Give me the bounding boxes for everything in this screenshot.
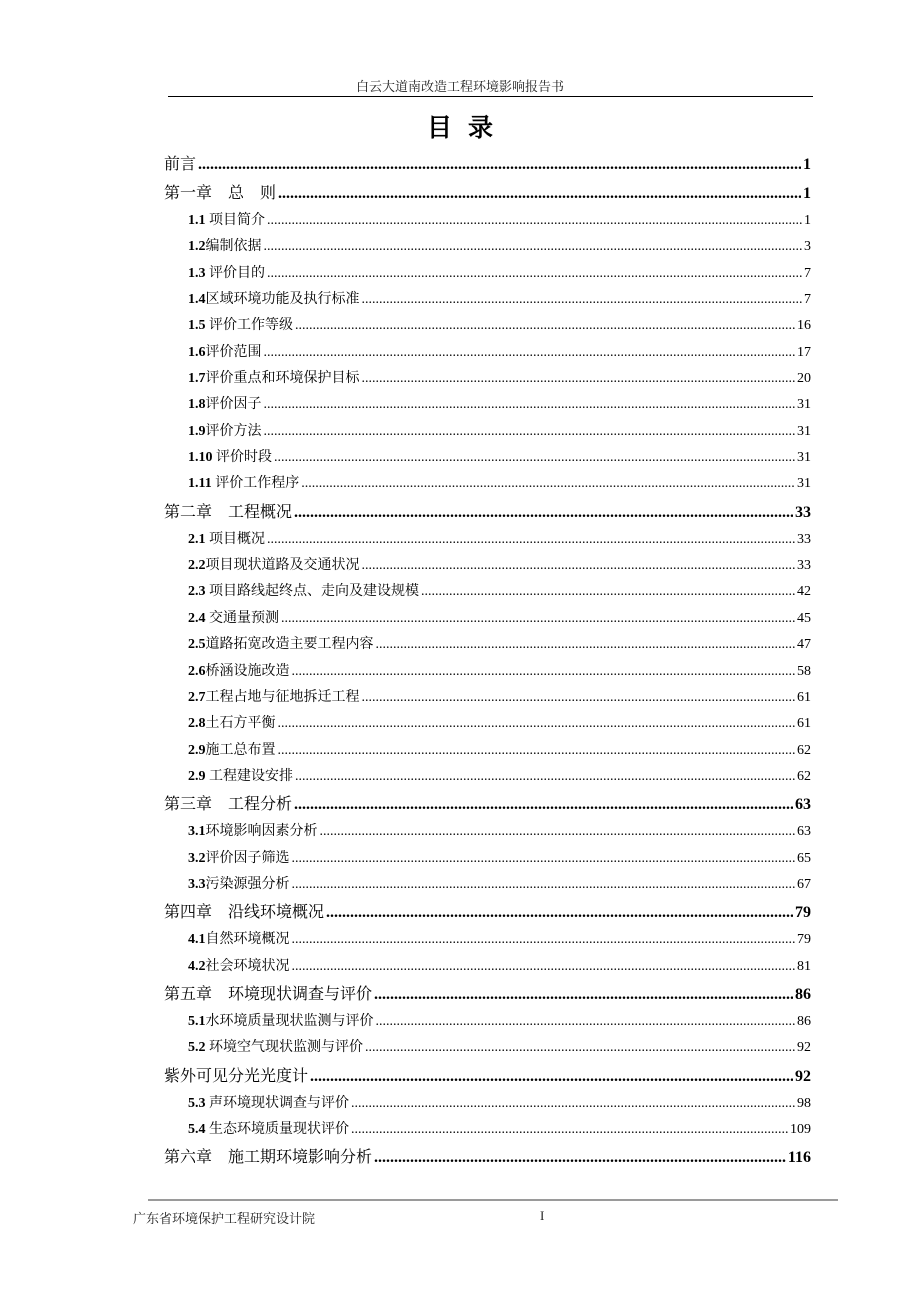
toc-entry-label bbox=[188, 738, 276, 764]
toc-entry-label bbox=[188, 340, 262, 366]
toc-page-number: 86 bbox=[797, 1013, 811, 1029]
toc-section-number: 2.9 bbox=[188, 742, 206, 758]
toc-section-number: 1.6 bbox=[188, 344, 206, 360]
toc-page-number: 31 bbox=[797, 423, 811, 439]
toc-chapter-title: 紫外可见分光光度计 bbox=[164, 1067, 309, 1085]
toc-chapter-title: 第六章 施工期环境影响分析 bbox=[164, 1149, 373, 1167]
toc-entry-label bbox=[188, 366, 360, 392]
toc-chapter-entry[interactable] bbox=[164, 898, 811, 927]
toc-entry-label bbox=[188, 927, 290, 953]
toc-entry-label bbox=[188, 711, 276, 737]
toc-section-number: 5.2 bbox=[188, 1040, 206, 1056]
toc-chapter-entry[interactable] bbox=[164, 1143, 811, 1172]
toc-section-number: 3.2 bbox=[188, 850, 206, 866]
toc-page-number: 3 bbox=[804, 239, 811, 255]
toc-section-number: 5.3 bbox=[188, 1095, 206, 1111]
dot-leader bbox=[294, 790, 793, 819]
dot-leader bbox=[292, 954, 796, 980]
dot-leader bbox=[362, 685, 796, 711]
toc-section-entry[interactable] bbox=[164, 471, 811, 497]
toc-page-number: 79 bbox=[795, 904, 811, 922]
toc-section-title: 评价重点和环境保护目标 bbox=[205, 371, 360, 387]
toc-entry-label bbox=[188, 632, 374, 658]
toc-section-entry[interactable] bbox=[164, 872, 811, 898]
toc-entry-label bbox=[164, 150, 196, 179]
toc-section-entry[interactable] bbox=[164, 366, 811, 392]
toc-page-number: 92 bbox=[797, 1040, 811, 1056]
dot-leader bbox=[292, 659, 796, 685]
toc-section-title: 项目概况 bbox=[205, 531, 265, 547]
toc-section-entry[interactable] bbox=[164, 819, 811, 845]
dot-leader bbox=[292, 927, 796, 953]
toc-page-number: 62 bbox=[797, 768, 811, 784]
table-of-contents bbox=[164, 150, 811, 1172]
dot-leader bbox=[264, 340, 796, 366]
dot-leader bbox=[374, 980, 793, 1009]
toc-section-number: 1.4 bbox=[188, 292, 206, 308]
toc-section-title: 评价目的 bbox=[205, 265, 265, 281]
toc-section-number: 2.4 bbox=[188, 610, 206, 626]
toc-section-entry[interactable] bbox=[164, 287, 811, 313]
toc-entry-label bbox=[188, 606, 279, 632]
toc-entry-label bbox=[188, 819, 318, 845]
toc-chapter-title: 前言 bbox=[164, 156, 197, 173]
toc-page-number: 33 bbox=[795, 503, 811, 521]
toc-entry-label bbox=[188, 445, 272, 471]
toc-page-number: 47 bbox=[797, 637, 811, 653]
toc-section-title: 项目现状道路及交通状况 bbox=[205, 558, 360, 574]
toc-section-number: 1.8 bbox=[188, 397, 206, 413]
toc-page-number: 7 bbox=[804, 292, 811, 308]
toc-page-number: 67 bbox=[797, 876, 811, 892]
footer-page-number: I bbox=[540, 1208, 545, 1223]
toc-section-entry[interactable] bbox=[164, 527, 811, 553]
dot-leader bbox=[274, 445, 795, 471]
toc-chapter-title: 第一章 总 则 bbox=[164, 185, 277, 202]
toc-page-number: 42 bbox=[797, 584, 811, 600]
toc-entry-label bbox=[188, 579, 419, 605]
toc-section-title: 评价方法 bbox=[205, 423, 262, 439]
toc-page-number: 92 bbox=[795, 1067, 811, 1085]
toc-entry-label bbox=[164, 898, 324, 927]
toc-section-title: 污染源强分析 bbox=[205, 876, 290, 892]
toc-page-number: 65 bbox=[797, 850, 811, 866]
dot-leader bbox=[351, 1091, 795, 1117]
toc-section-entry[interactable] bbox=[164, 1009, 811, 1035]
dot-leader bbox=[198, 150, 801, 179]
toc-chapter-entry[interactable] bbox=[164, 1062, 811, 1091]
toc-page-number: 31 bbox=[797, 397, 811, 413]
toc-chapter-title: 第五章 环境现状调查与评价 bbox=[164, 985, 373, 1003]
toc-page-number: 63 bbox=[795, 796, 811, 814]
toc-page-number: 33 bbox=[797, 531, 811, 547]
toc-page-number: 86 bbox=[795, 985, 811, 1003]
toc-section-title: 交通量预测 bbox=[205, 610, 279, 626]
toc-entry-label bbox=[164, 179, 276, 208]
dot-leader bbox=[264, 392, 796, 418]
dot-leader bbox=[351, 1117, 788, 1143]
toc-chapter-title: 第三章 工程分析 bbox=[164, 796, 293, 814]
toc-section-entry[interactable] bbox=[164, 261, 811, 287]
toc-section-entry[interactable] bbox=[164, 685, 811, 711]
toc-entry-label bbox=[188, 1035, 363, 1061]
toc-section-title: 声环境现状调查与评价 bbox=[205, 1095, 349, 1111]
dot-leader bbox=[267, 527, 795, 553]
toc-section-entry[interactable] bbox=[164, 954, 811, 980]
toc-section-title: 自然环境概况 bbox=[205, 932, 290, 948]
toc-chapter-title: 第二章 工程概况 bbox=[164, 503, 293, 521]
toc-entry-label bbox=[188, 1009, 374, 1035]
toc-page-number: 58 bbox=[797, 663, 811, 679]
toc-section-title: 区域环境功能及执行标准 bbox=[205, 292, 360, 308]
toc-page-number: 45 bbox=[797, 610, 811, 626]
toc-section-title: 社会环境状况 bbox=[205, 958, 290, 974]
toc-chapter-entry[interactable] bbox=[164, 150, 811, 179]
toc-section-title: 评价范围 bbox=[205, 344, 262, 360]
toc-page-number: 116 bbox=[787, 1149, 811, 1167]
dot-leader bbox=[374, 1143, 786, 1172]
toc-page-number: 33 bbox=[797, 558, 811, 574]
toc-section-entry[interactable] bbox=[164, 1091, 811, 1117]
toc-section-title: 环境空气现状监测与评价 bbox=[205, 1040, 363, 1056]
toc-entry-label bbox=[188, 208, 265, 234]
toc-chapter-entry[interactable] bbox=[164, 790, 811, 819]
toc-section-number: 1.7 bbox=[188, 371, 206, 387]
dot-leader bbox=[326, 898, 793, 927]
toc-page-number: 62 bbox=[797, 742, 811, 758]
toc-section-entry[interactable] bbox=[164, 419, 811, 445]
toc-entry-label bbox=[188, 872, 290, 898]
toc-page-number: 20 bbox=[797, 371, 811, 387]
toc-entry-label bbox=[188, 419, 262, 445]
dot-leader bbox=[264, 234, 803, 260]
toc-page-number: 61 bbox=[797, 689, 811, 705]
toc-section-title: 工程建设安排 bbox=[205, 768, 293, 784]
toc-section-title: 道路拓宽改造主要工程内容 bbox=[205, 637, 374, 653]
toc-section-entry[interactable] bbox=[164, 632, 811, 658]
toc-section-entry[interactable] bbox=[164, 711, 811, 737]
toc-section-number: 1.3 bbox=[188, 265, 206, 281]
dot-leader bbox=[294, 498, 793, 527]
toc-section-number: 2.7 bbox=[188, 689, 206, 705]
dot-leader bbox=[421, 579, 795, 605]
toc-section-number: 2.6 bbox=[188, 663, 206, 679]
toc-entry-label bbox=[164, 498, 292, 527]
dot-leader bbox=[267, 208, 802, 234]
dot-leader bbox=[320, 819, 796, 845]
toc-entry-label bbox=[188, 234, 262, 260]
toc-page-number: 16 bbox=[797, 318, 811, 334]
toc-section-number: 3.3 bbox=[188, 876, 206, 892]
toc-section-entry[interactable] bbox=[164, 579, 811, 605]
toc-entry-label bbox=[188, 313, 293, 339]
toc-section-entry[interactable] bbox=[164, 846, 811, 872]
toc-section-number: 4.1 bbox=[188, 932, 206, 948]
toc-chapter-entry[interactable] bbox=[164, 179, 811, 208]
header-rule bbox=[168, 96, 813, 97]
toc-page-number: 109 bbox=[790, 1121, 811, 1137]
dot-leader bbox=[365, 1035, 795, 1061]
dot-leader bbox=[278, 711, 796, 737]
toc-entry-label bbox=[164, 1062, 308, 1091]
toc-page-number: 31 bbox=[797, 476, 811, 492]
toc-section-title: 项目路线起终点、走向及建设规模 bbox=[205, 584, 419, 600]
dot-leader bbox=[295, 313, 795, 339]
toc-entry-label bbox=[188, 553, 360, 579]
toc-entry-label bbox=[188, 659, 290, 685]
dot-leader bbox=[310, 1062, 793, 1091]
toc-section-number: 3.1 bbox=[188, 824, 206, 840]
toc-section-entry[interactable] bbox=[164, 392, 811, 418]
toc-page-number: 31 bbox=[797, 450, 811, 466]
toc-section-entry[interactable] bbox=[164, 445, 811, 471]
toc-entry-label bbox=[188, 685, 360, 711]
toc-section-number: 4.2 bbox=[188, 958, 206, 974]
toc-page-number: 63 bbox=[797, 824, 811, 840]
toc-chapter-entry[interactable] bbox=[164, 980, 811, 1009]
toc-section-number: 2.9 bbox=[188, 768, 206, 784]
toc-section-title: 评价因子 bbox=[205, 397, 262, 413]
toc-section-entry[interactable] bbox=[164, 340, 811, 366]
toc-entry-label bbox=[188, 954, 290, 980]
footer-rule bbox=[148, 1199, 838, 1201]
toc-section-entry[interactable] bbox=[164, 553, 811, 579]
toc-section-title: 工程占地与征地拆迁工程 bbox=[205, 689, 360, 705]
dot-leader bbox=[362, 287, 803, 313]
toc-page-number: 1 bbox=[803, 185, 811, 202]
dot-leader bbox=[362, 553, 796, 579]
toc-page-number: 98 bbox=[797, 1095, 811, 1111]
toc-entry-label bbox=[188, 1091, 349, 1117]
dot-leader bbox=[278, 738, 796, 764]
toc-page-number: 1 bbox=[804, 213, 811, 228]
dot-leader bbox=[292, 846, 796, 872]
toc-entry-label bbox=[164, 790, 292, 819]
toc-section-title: 评价时段 bbox=[212, 450, 272, 466]
toc-entry-label bbox=[188, 261, 265, 287]
toc-entry-label bbox=[188, 846, 290, 872]
toc-section-title: 生态环境质量现状评价 bbox=[205, 1121, 349, 1137]
toc-page-number: 7 bbox=[804, 265, 811, 281]
footer-organization: 广东省环境保护工程研究设计院 bbox=[133, 1211, 316, 1226]
toc-section-entry[interactable] bbox=[164, 927, 811, 953]
toc-section-number: 2.2 bbox=[188, 558, 206, 574]
toc-page-number: 61 bbox=[797, 716, 811, 732]
toc-section-title: 水环境质量现状监测与评价 bbox=[205, 1013, 374, 1029]
toc-section-title: 编制依据 bbox=[205, 239, 262, 255]
toc-section-title: 土石方平衡 bbox=[205, 716, 276, 732]
toc-section-number: 1.10 bbox=[188, 450, 213, 466]
dot-leader bbox=[301, 471, 795, 497]
toc-page-number: 1 bbox=[803, 156, 811, 173]
toc-entry-label bbox=[188, 392, 262, 418]
dot-leader bbox=[295, 764, 795, 790]
running-header: 白云大道南改造工程环境影响报告书 bbox=[355, 79, 564, 94]
dot-leader bbox=[376, 1009, 796, 1035]
toc-section-title: 评价工作等级 bbox=[205, 318, 293, 334]
toc-section-number: 1.5 bbox=[188, 318, 206, 334]
toc-section-title: 评价工作程序 bbox=[211, 476, 300, 492]
toc-section-entry[interactable] bbox=[164, 1035, 811, 1061]
dot-leader bbox=[292, 872, 796, 898]
dot-leader bbox=[267, 261, 802, 287]
toc-page-number: 17 bbox=[797, 344, 811, 360]
toc-section-entry[interactable] bbox=[164, 313, 811, 339]
dot-leader bbox=[264, 419, 796, 445]
dot-leader bbox=[362, 366, 796, 392]
toc-page-number: 79 bbox=[797, 932, 811, 948]
toc-section-entry[interactable] bbox=[164, 659, 811, 685]
document-title: 目录 bbox=[426, 115, 509, 142]
toc-section-entry[interactable] bbox=[164, 1117, 811, 1143]
toc-section-entry[interactable] bbox=[164, 606, 811, 632]
toc-section-number: 1.2 bbox=[188, 239, 206, 255]
toc-page-number: 81 bbox=[797, 958, 811, 974]
toc-section-title: 项目简介 bbox=[205, 213, 265, 228]
toc-section-entry[interactable] bbox=[164, 208, 811, 234]
toc-section-title: 桥涵设施改造 bbox=[205, 663, 290, 679]
toc-entry-label bbox=[188, 527, 265, 553]
toc-section-entry[interactable] bbox=[164, 738, 811, 764]
dot-leader bbox=[281, 606, 795, 632]
toc-section-title: 环境影响因素分析 bbox=[205, 824, 318, 840]
toc-section-number: 1.1 bbox=[188, 213, 206, 228]
toc-section-number: 1.11 bbox=[188, 476, 212, 492]
toc-section-number: 2.1 bbox=[188, 531, 206, 547]
toc-entry-label bbox=[188, 287, 360, 313]
toc-entry-label bbox=[188, 471, 299, 497]
toc-section-number: 5.4 bbox=[188, 1121, 206, 1137]
toc-chapter-title: 第四章 沿线环境概况 bbox=[164, 904, 325, 922]
toc-chapter-entry[interactable] bbox=[164, 498, 811, 527]
toc-section-title: 评价因子筛选 bbox=[205, 850, 290, 866]
toc-section-number: 2.8 bbox=[188, 716, 206, 732]
dot-leader bbox=[278, 179, 801, 208]
toc-entry-label bbox=[164, 980, 372, 1009]
toc-section-number: 2.5 bbox=[188, 637, 206, 653]
toc-section-entry[interactable] bbox=[164, 234, 811, 260]
toc-section-number: 1.9 bbox=[188, 423, 206, 439]
toc-section-number: 5.1 bbox=[188, 1013, 206, 1029]
dot-leader bbox=[376, 632, 796, 658]
toc-section-number: 2.3 bbox=[188, 584, 206, 600]
toc-section-title: 施工总布置 bbox=[205, 742, 276, 758]
toc-entry-label bbox=[164, 1143, 372, 1172]
toc-section-entry[interactable] bbox=[164, 764, 811, 790]
toc-entry-label bbox=[188, 764, 293, 790]
toc-entry-label bbox=[188, 1117, 349, 1143]
